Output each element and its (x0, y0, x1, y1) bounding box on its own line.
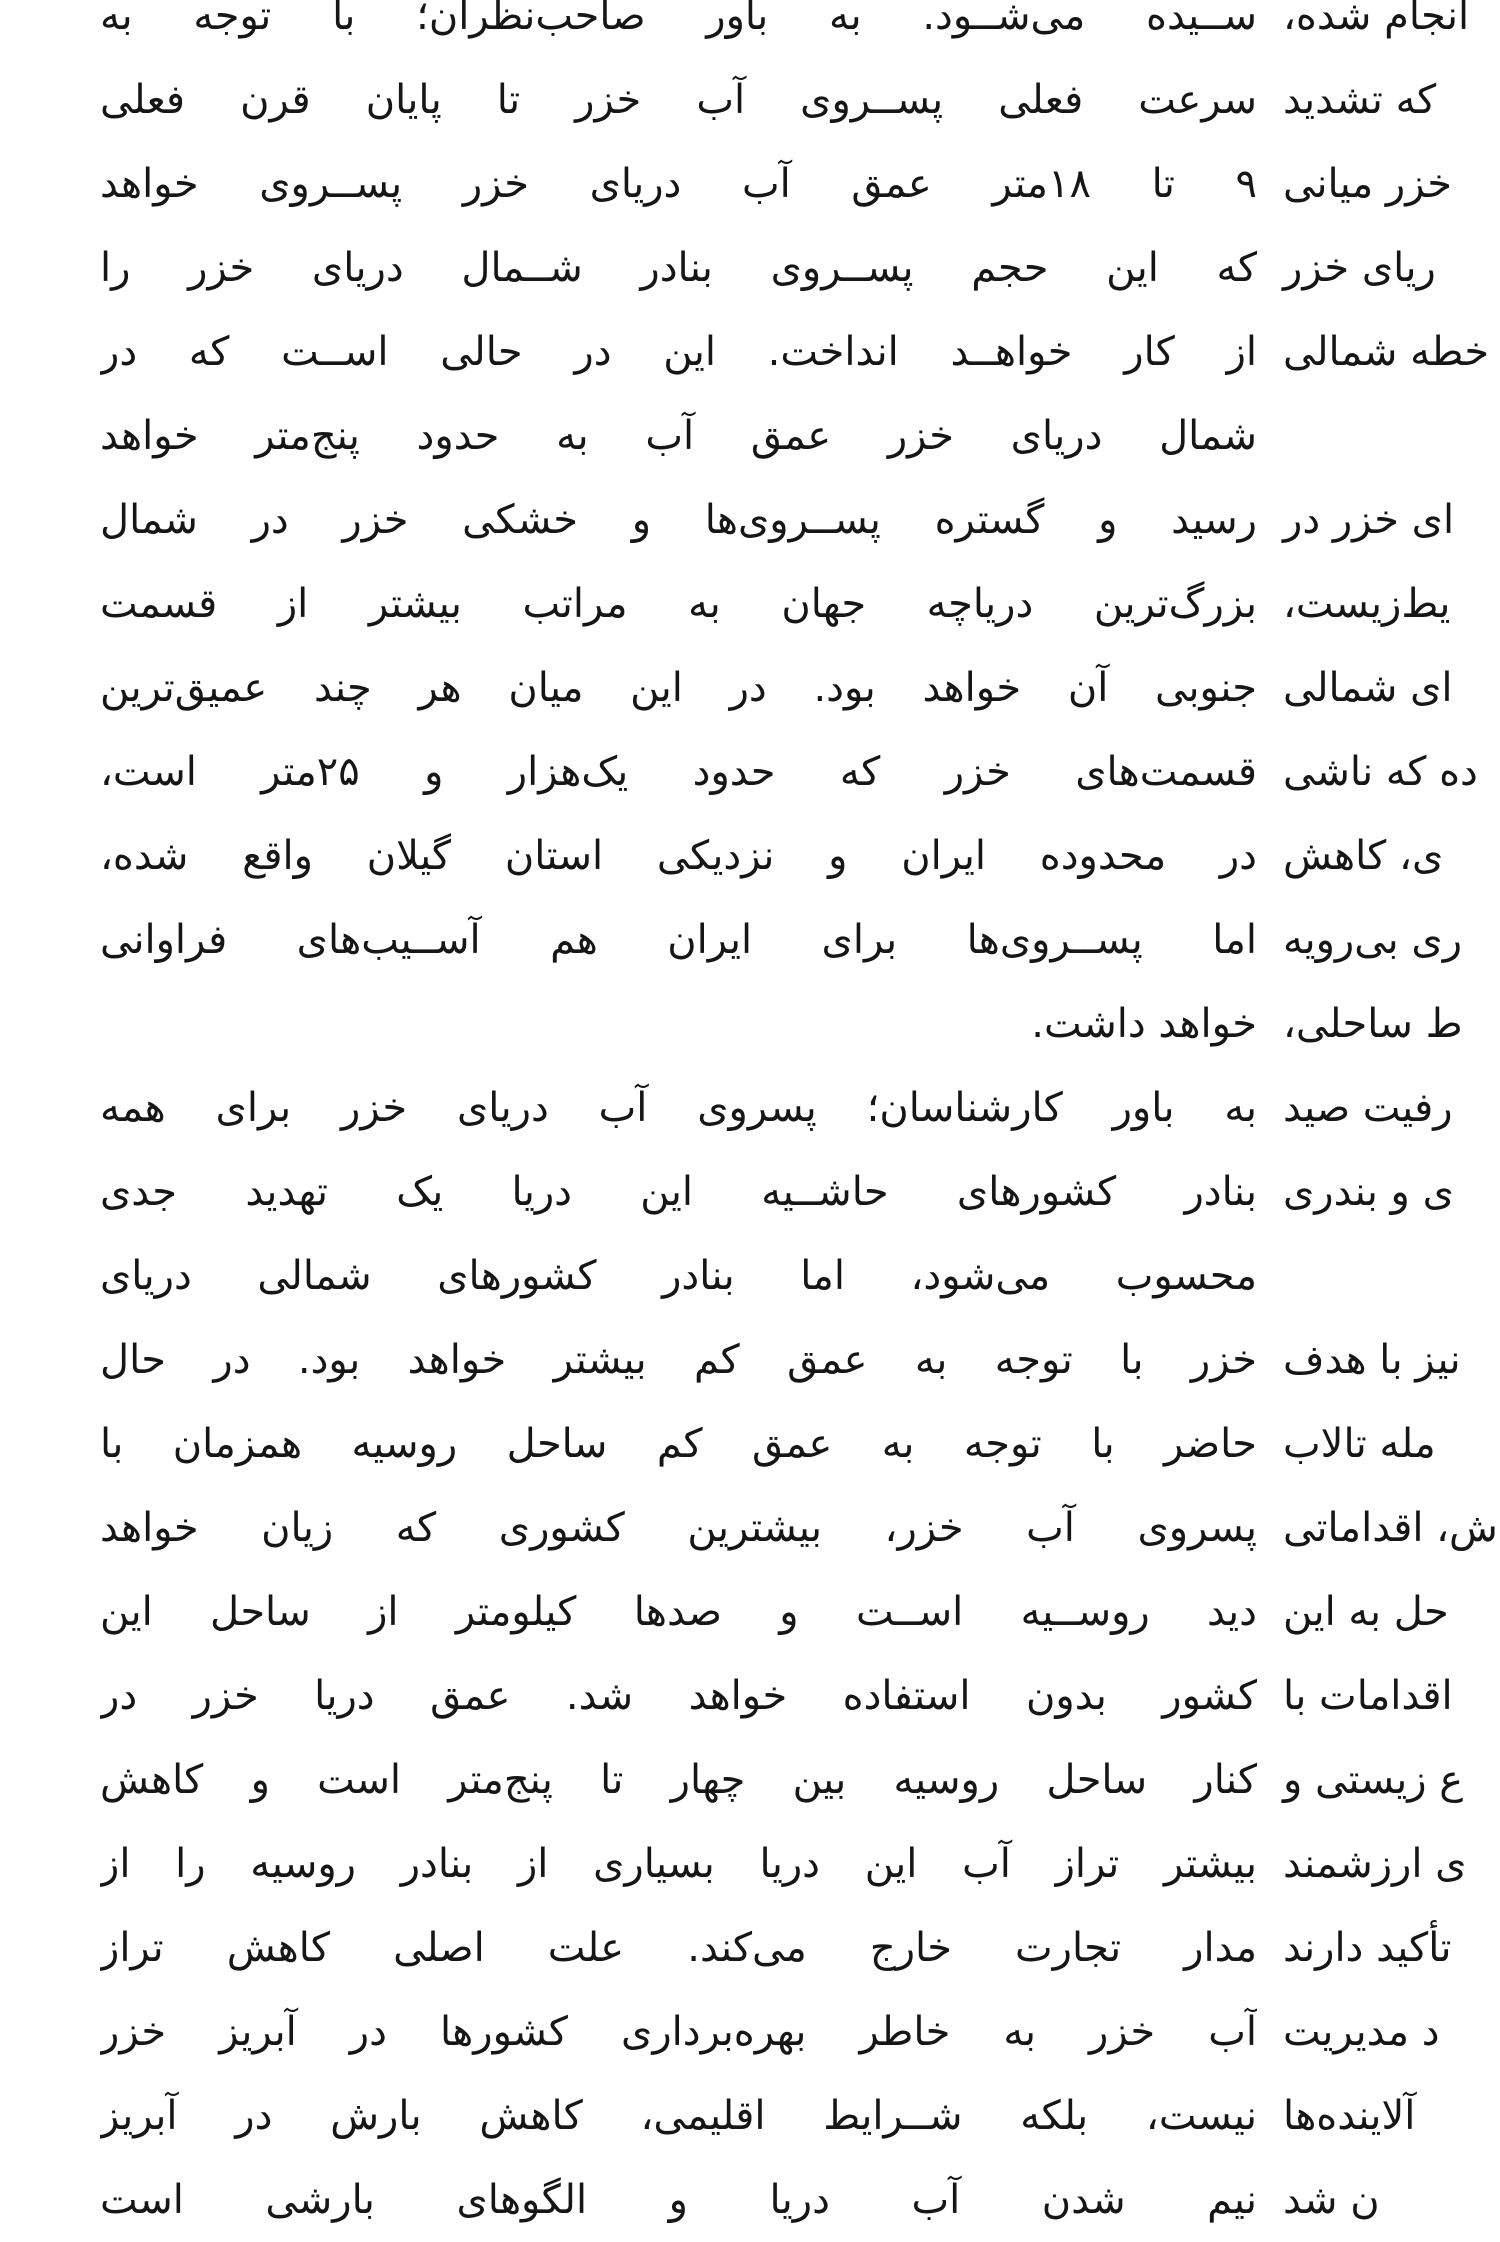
article-text-line: ســیده می‌شــود. به باور صاحب‌نظران؛ با توجه به (100, 0, 1257, 39)
cropped-text-fragment: ی، کاهش (1283, 833, 1444, 879)
cropped-text-fragment: اقدامات با (1283, 1673, 1453, 1719)
article-text-line: شمال دریای خزر عمق آب به حدود پنج‌متر خواهد (100, 413, 1257, 459)
cropped-text-fragment: که تشدید (1283, 77, 1437, 123)
article-text-line: بیشتر تراز آب این دریا بسیاری از بنادر روسیه را از (100, 1841, 1257, 1887)
article-text-line: نیست، بلکه شــرایط اقلیمی، کاهش بارش در آبریز (100, 2093, 1257, 2139)
cropped-text-fragment: ده که ناشی (1283, 749, 1478, 795)
cropped-text-fragment: ط ساحلی، (1283, 1001, 1463, 1047)
article-text-line: خواهد داشت. (1031, 1001, 1257, 1047)
article-text-line: کنار ساحل روسیه بین چهار تا پنج‌متر است و کاهش (100, 1757, 1257, 1803)
article-text-line: رسید و گستره پســروی‌ها و خشکی خزر در شمال (100, 497, 1257, 543)
article-text-line: بزرگ‌ترین دریاچه جهان به مراتب بیشتر از قسمت (100, 581, 1257, 627)
article-text-line: اما پســروی‌ها برای ایران هم آســیب‌های فراوانی (100, 917, 1257, 963)
cropped-text-fragment: ای خزر در (1283, 497, 1455, 543)
cropped-text-fragment (1283, 394, 1500, 478)
article-text-line: به باور کارشناسان؛ پسروی آب دریای خزر برای همه (100, 1085, 1257, 1131)
article-main-column (100, 0, 1257, 2242)
cropped-text-fragment: ن شد (1283, 2177, 1380, 2223)
cropped-text-fragment: د مدیریت (1283, 2009, 1440, 2055)
cropped-text-fragment: ریای خزر (1283, 245, 1436, 291)
cropped-text-fragment: حل به این (1283, 1589, 1449, 1635)
cropped-text-fragment (1283, 1234, 1500, 1318)
cropped-text-fragment: ی و بندری (1283, 1169, 1454, 1215)
cropped-text-fragment: ع زیستی و (1283, 1757, 1464, 1803)
article-text-line: ۹ تا ۱۸متر عمق آب دریای خزر پســروی خواهد (100, 161, 1257, 207)
cropped-text-fragment: یط‌زیست، (1283, 581, 1451, 627)
article-text-line: پسروی آب خزر، بیشترین کشوری که زیان خواهد (100, 1505, 1257, 1551)
article-text-line: محسوب می‌شود، اما بنادر کشورهای شمالی دریای (100, 1253, 1257, 1299)
cropped-text-fragment: رفیت صید (1283, 1085, 1453, 1131)
article-text-line: سرعت فعلی پســروی آب خزر تا پایان قرن فعلی (100, 77, 1257, 123)
article-text-line: در محدوده ایران و نزدیکی استان گیلان واقع شده، (100, 833, 1257, 879)
article-text-line: بنادر کشورهای حاشــیه این دریا یک تهدید جدی (100, 1169, 1257, 1215)
article-text-line: آب خزر به خاطر بهره‌برداری کشورها در آبریز خزر (100, 2009, 1257, 2055)
article-text-line: نیم شدن آب دریا و الگوهای بارشی است (100, 2177, 1257, 2223)
cropped-text-fragment: خطه شمالی (1283, 329, 1490, 375)
article-text-line: جنوبی آن خواهد بود. در این میان هر چند عمیق‌ترین (100, 665, 1257, 711)
article-text-line: دید روســیه اســت و صدها کیلومتر از ساحل این (100, 1589, 1257, 1635)
article-text-line: از کار خواهــد انداخت. این در حالی اســت که در (100, 329, 1257, 375)
article-text-line: مدار تجارت خارج می‌کند. علت اصلی کاهش تراز (100, 1925, 1257, 1971)
cropped-text-fragment: ای شمالی (1283, 665, 1453, 711)
article-cropped-right-column (1283, 0, 1500, 2242)
article-text-line: کشور بدون استفاده خواهد شد. عمق دریا خزر در (100, 1673, 1257, 1719)
cropped-text-fragment: آلاینده‌ها (1283, 2093, 1416, 2139)
article-text-line: قسمت‌های خزر که حدود یک‌هزار و ۲۵متر است، (100, 749, 1257, 795)
cropped-text-fragment: ی ارزشمند (1283, 1841, 1467, 1887)
cropped-text-fragment: انجام شده، (1283, 0, 1470, 39)
cropped-text-fragment: خزر میانی (1283, 161, 1452, 207)
cropped-text-fragment: نیز با هدف (1283, 1337, 1461, 1383)
article-text-line: خزر با توجه به عمق کم بیشتر خواهد بود. در حال (100, 1337, 1257, 1383)
cropped-text-fragment: تأکید دارند (1283, 1925, 1452, 1971)
cropped-text-fragment: مله تالاب (1283, 1421, 1436, 1467)
article-text-line: که این حجم پســروی بنادر شــمال دریای خزر را (100, 245, 1257, 291)
cropped-text-fragment: ش، اقداماتی (1283, 1505, 1498, 1551)
cropped-text-fragment: ری بی‌رویه (1283, 917, 1463, 963)
article-text-line: حاضر با توجه به عمق کم ساحل روسیه همزمان با (100, 1421, 1257, 1467)
